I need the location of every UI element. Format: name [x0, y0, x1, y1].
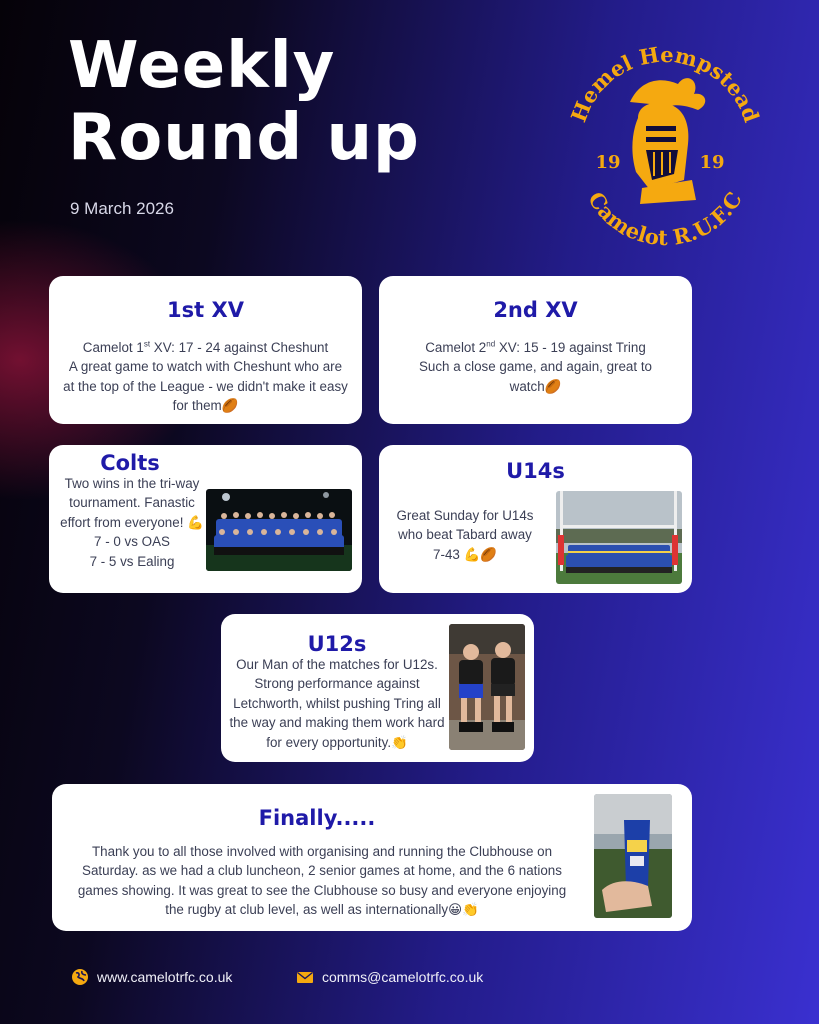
u12s-heading: U12s	[307, 632, 367, 656]
colts-result-2: 7 - 5 vs Ealing	[89, 553, 175, 569]
second-xv-heading: 2nd XV	[493, 298, 578, 322]
issue-date: 9 March 2026	[70, 199, 174, 218]
footer-website[interactable]	[71, 968, 232, 986]
second-xv-body	[401, 338, 670, 396]
website-link[interactable]: www.camelotrfc.co.uk	[97, 969, 233, 985]
finally-card	[52, 784, 692, 931]
u12s-body	[225, 655, 449, 752]
flexed-biceps-icon: 💪	[187, 514, 204, 530]
knight-helmet-icon	[630, 78, 705, 204]
colts-body	[57, 474, 207, 571]
smile-clap-icon: 😀👏	[448, 902, 479, 918]
logo-top-text: Hemel Hempstead	[565, 41, 765, 126]
finally-text: Thank you to all those involved with organising and running the Clubhouse on Saturday. as we had a club luncheon, 2 senior games at home, and the 6 nations games showing. It was great to see the Clubhouse so busy and everyone enjoying the rugby at club level, as well as internationally😀👏	[77, 844, 567, 918]
logo-year-left: 19	[595, 152, 621, 173]
u14s-text: Great Sunday for U14s who beat Tabard away 7-43 💪🏉	[396, 508, 534, 562]
flexed-biceps-rugby-icon: 💪🏉	[463, 546, 497, 562]
footer-email[interactable]	[296, 968, 483, 986]
colts-text: Two wins in the tri-way tournament. Fanastic effort from everyone! 💪	[60, 476, 204, 530]
u14s-team-photo	[556, 491, 682, 584]
finally-heading: Finally.....	[258, 806, 376, 830]
rugby-ball-icon: 🏉	[544, 378, 562, 394]
first-xv-score: Camelot 1st XV: 17 - 24 against Cheshunt	[82, 339, 329, 355]
u12s-card	[221, 614, 534, 762]
logo-bottom-text: Camelot R.U.F.C	[583, 187, 747, 250]
email-link[interactable]: comms@camelotrfc.co.uk	[322, 969, 484, 985]
mail-icon	[296, 968, 314, 986]
colts-card	[49, 445, 362, 593]
first-xv-text: A great game to watch with Cheshunt who are at the top of the League - we didn't make it easy for them🏉	[63, 359, 348, 414]
logo-year-right: 19	[699, 152, 725, 173]
colts-result-1: 7 - 0 vs OAS	[94, 534, 170, 550]
second-xv-card	[379, 276, 692, 424]
first-xv-body	[63, 338, 348, 416]
first-xv-card	[49, 276, 362, 424]
title-line-2: Round up	[68, 101, 420, 175]
colts-team-photo	[206, 489, 352, 571]
club-logo	[560, 40, 770, 250]
u14s-body	[393, 506, 537, 564]
second-xv-score: Camelot 2nd XV: 15 - 19 against Tring	[425, 339, 646, 355]
u14s-card	[379, 445, 692, 593]
finally-body	[70, 842, 574, 920]
u12s-text: Our Man of the matches for U12s. Strong performance against Letchworth, whilst pushing Tring all the way and making them work hard for every opportunity.👏	[229, 657, 445, 750]
rugby-ball-icon: 🏉	[221, 398, 239, 414]
page-title	[68, 30, 420, 174]
colts-heading: Colts	[100, 451, 160, 475]
u14s-heading: U14s	[506, 459, 565, 483]
title-line-1: Weekly	[68, 29, 336, 103]
clapping-hands-icon: 👏	[391, 734, 408, 750]
first-xv-heading: 1st XV	[167, 298, 244, 322]
u12s-players-photo	[449, 624, 525, 750]
globe-icon	[71, 968, 89, 986]
second-xv-text: Such a close game, and again, great to watch🏉	[418, 359, 652, 394]
clubhouse-cup-photo	[594, 794, 672, 918]
